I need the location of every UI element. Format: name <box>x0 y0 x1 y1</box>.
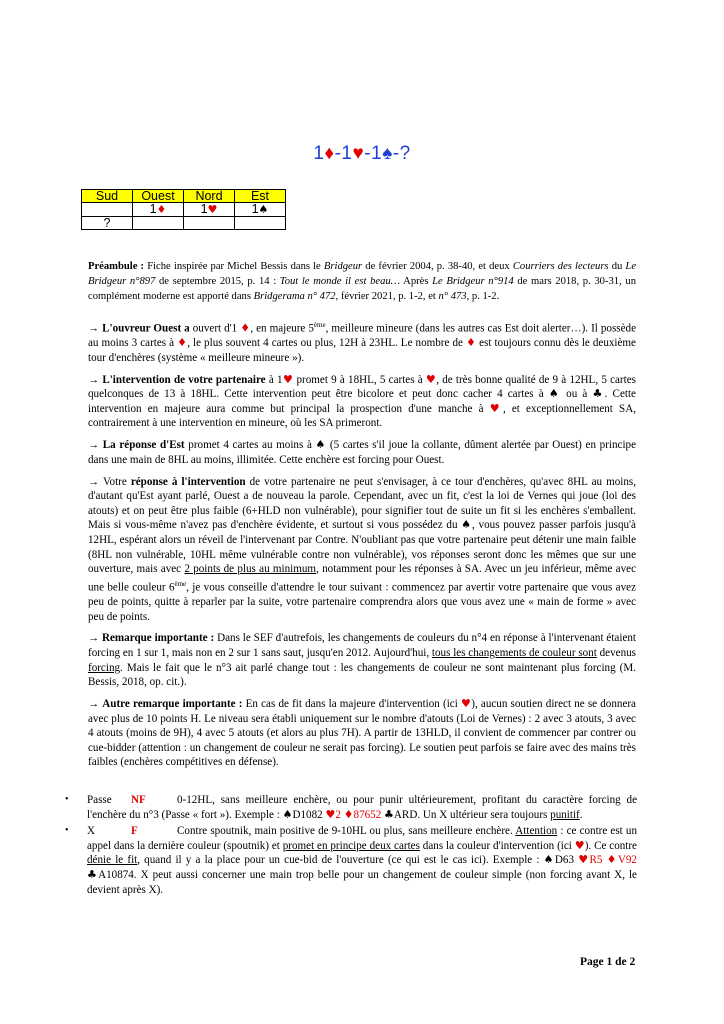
paragraph-intervention: → L'intervention de votre partenaire à 1♥ promet 9 à 18HL, 5 cartes à ♥, de très bonne qualité de 9 à 12HL, 5 cartes quelconques de 13 à 18HL. Cette intervention peut être bicolore et peut donc cacher 4 cartes à ♠ ou à ♣. Cette intervention en majeure aura comme but principal la prospection d'une manche à ♥, et exceptionnellement SA, contrairement à une intervention en mineure, où les SA primeront. <box>88 372 636 430</box>
diamond-icon: ♦ <box>324 143 335 164</box>
title-part3: -1 <box>364 143 383 164</box>
heart-icon: ♥ <box>352 143 365 164</box>
main-body <box>88 318 636 777</box>
header-nord: Nord <box>184 190 235 203</box>
cell-ouest-1: 1♦ <box>133 203 184 217</box>
cell-nord-2 <box>184 217 235 230</box>
diamond-icon: ♦ <box>177 336 188 350</box>
spade-icon: ♠ <box>382 143 393 164</box>
table-row <box>82 203 286 217</box>
diamond-icon: ♦ <box>240 321 251 335</box>
bullet-icon: • <box>65 794 69 805</box>
heart-icon: ♥ <box>282 372 294 386</box>
diamond-icon: ♦ <box>465 336 477 350</box>
bullet-icon: • <box>65 825 69 837</box>
diamond-icon: ♦ <box>156 203 167 216</box>
list-item: • Passe NF 0-12HL, sans meilleure enchère, ou pour punir ultérieurement, profitant du caractère forcing de l'enchère du n°3 (Passe « fort »). Exemple : ♠D1082 ♥2 ♦87652 ♣ARD. Un X ultérieur sera toujours punitif. <box>65 794 637 821</box>
header-est: Est <box>235 190 286 203</box>
spade-icon: ♠ <box>282 807 293 821</box>
cell-nord-1: 1♥ <box>184 203 235 217</box>
club-icon: ♣ <box>384 807 394 821</box>
spade-icon: ♠ <box>258 203 269 216</box>
paragraph-ouvreur: → L'ouvreur Ouest a ouvert d'1 ♦, en majeure 5ème, meilleure mineure (dans les autres cas Est doit alerter…). Il possède au moins 3 cartes à ♦, le plus souvent 4 cartes ou plus, 12H à 23HL. Le nombre de ♦ est toujours connu dès le deuxième tour d'enchères (système « meilleure mineure »). <box>88 321 636 364</box>
table-header-row <box>82 190 286 203</box>
heart-icon: ♥ <box>207 203 218 216</box>
bidding-table <box>81 189 286 230</box>
title-part4: -? <box>392 143 411 164</box>
heart-icon: ♥ <box>425 372 437 386</box>
paragraph-reponse-est: → La réponse d'Est promet 4 cartes au moins à ♠ (5 cartes s'il joue la collante, dûment alertée par Ouest) en principe dans une main de 8HL au moins, illimitée. Cette enchère est forcing pour Ouest. <box>88 438 636 466</box>
spade-icon: ♠ <box>543 853 555 867</box>
cell-ouest-2 <box>133 217 184 230</box>
spade-icon: ♠ <box>548 387 562 401</box>
header-ouest: Ouest <box>133 190 184 203</box>
heart-icon: ♥ <box>574 838 585 852</box>
heart-icon: ♥ <box>489 401 503 415</box>
paragraph-remarque: → Remarque importante : Dans le SEF d'autrefois, les changements de couleurs du n°4 en réponse à l'intervenant étaient forcing en 1 sur 1, mais non en 2 sur 1 sans saut, jusqu'en 2012. Aujourd'hui, tous les changements de couleur sont devenus forcing. Mais le fait que le n°3 ait parlé change tout : les changements de couleur ne sont maintenant plus forcing (M. Bessis, 2018, op. cit.). <box>88 632 636 689</box>
page-title <box>0 143 724 165</box>
page-number: Page 1 de 2 <box>580 956 636 968</box>
cell-est-1: 1♠ <box>235 203 286 217</box>
diamond-icon: ♦ <box>343 807 354 821</box>
list-item: • X F Contre spoutnik, main positive de 9-10HL ou plus, sans meilleure enchère. Attention : ce contre est un appel dans la dernière couleur (spoutnik) et promet en principe deux cartes dans la couleur d'intervention (ici ♥). Ce contre dénie le fit, quand il y a la place pour un cue-bid de l'ouverture (ce qui est le cas ici). Exemple : ♠D63 ♥R5 ♦V92 ♣A10874. X peut aussi concerner une main trop belle pour un changement de couleur simple (non forcing avant X, le devient après X). <box>65 825 638 896</box>
table-row <box>82 217 286 230</box>
cell-sud-1 <box>82 203 133 217</box>
paragraph-autre-remarque: → Autre remarque importante : En cas de fit dans la majeure d'intervention (ici ♥), aucun soutien direct ne se donnera avec plus de 10 points H. Le niveau sera établi uniquement sur le nombre d'atouts (Loi de Vernes) : 2 avec 3 atouts, 3 avec 4 atouts (moins de 9H), 4 avec 5 atouts (et alors au plus 7H). A partir de 13HLD, il convient de commencer par contrer ou cue-bidder (attention : un changement de couleur ne serait pas forcing). Le soutien peut parfois se faire avec des mains très faibles (enchères compétitives en défense). <box>88 696 636 769</box>
cell-est-2 <box>235 217 286 230</box>
club-icon: ♣ <box>87 867 99 881</box>
preambule-paragraph: Préambule : Fiche inspirée par Michel Bessis dans le Bridgeur de février 2004, p. 38-40, et deux Courriers des lecteurs du Le Bridgeur n°897 de septembre 2015, p. 14 : Tout le monde il est beau… Après Le Bridgeur n°914 de mars 2018, p. 30-31, un complément moderne est apporté dans Bridgerama n° 472, février 2021, p. 1-2, et n° 473, p. 1-2. <box>88 261 637 302</box>
club-icon: ♣ <box>592 387 605 401</box>
diamond-icon: ♦ <box>606 853 618 867</box>
spade-icon: ♠ <box>315 438 327 452</box>
bid-options-list <box>65 793 637 899</box>
cell-sud-2: ? <box>82 217 133 230</box>
spade-icon: ♠ <box>461 518 473 532</box>
paragraph-reponse-intervention: → Votre réponse à l'intervention de votre partenaire ne peut s'envisager, à ce tour d'enchères, qu'avec 8HL au moins, d'autant qu'Est ayant parlé, Ouest a de nouveau la parole. Cependant, avec un fit, c'est la loi de Vernes qui joue (loi des atouts) et on peut être plus faible (6+HLD non vulnérable), pour signifier tout de suite un fit si les enchères s'emballent. Mais si vous-même n'avez pas d'enchère évidente, et surtout si vous possédez du ♠, vous pouvez passer parfois jusqu'à 12HL, espérant alors un réveil de l'intervenant par Contre. N'oubliant pas que votre partenaire peut détenir une main faible (8HL non vulnérable, 10HL même vulnérable contre non vulnérable), vos réponses seront donc les mêmes que sur une ouverture, mais avec 2 points de plus au minimum, notamment pour les réponses à SA. Avec un jeu inférieur, même avec une belle couleur 6ème, je vous conseille d'attendre le tour suivant : commencez par avertir votre partenaire que vous avez peu de points, quitte à reparler par la suite, votre partenaire comprendra alors que vous avez une « main de forme » avec peu de points. <box>88 475 636 623</box>
title-part2: -1 <box>334 143 353 164</box>
title-part1: 1 <box>313 143 325 164</box>
heart-icon: ♥ <box>460 696 472 710</box>
heart-icon: ♥ <box>578 853 590 867</box>
header-sud: Sud <box>82 190 133 203</box>
heart-icon: ♥ <box>325 807 336 821</box>
